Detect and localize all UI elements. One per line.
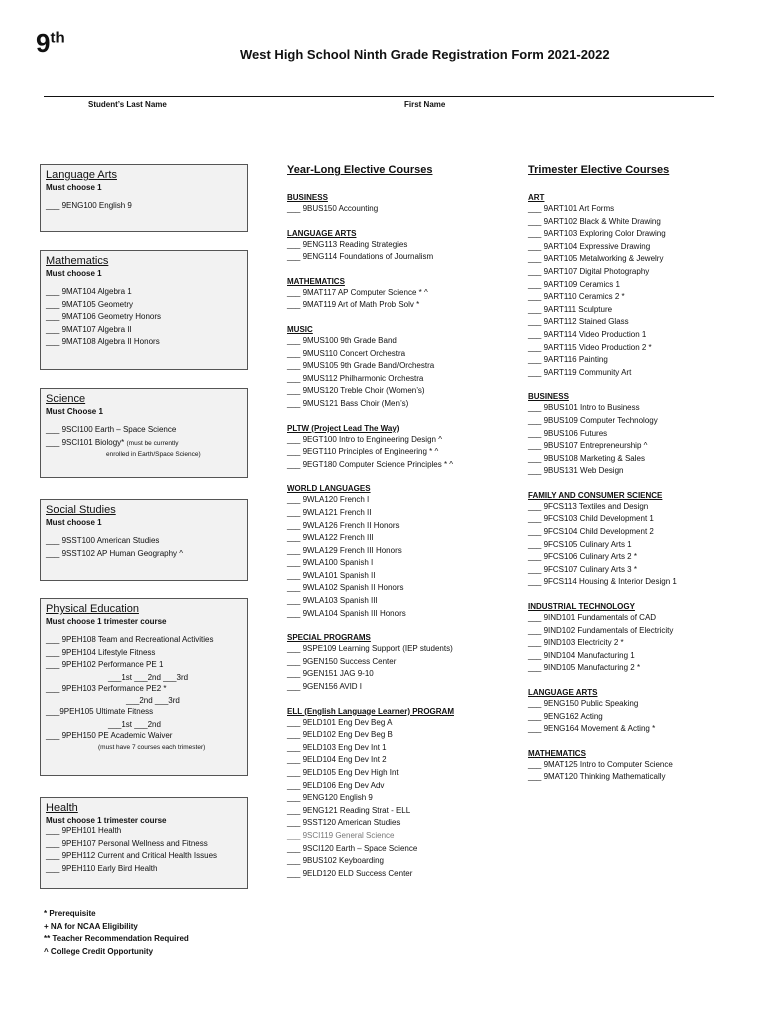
course-option[interactable]: ___ 9WLA101 Spanish II — [287, 570, 376, 580]
column-heading: Year-Long Elective Courses — [287, 164, 433, 176]
course-option[interactable]: ___ 9MUS120 Treble Choir (Women’s) — [287, 386, 425, 396]
course-note: (must have 7 courses each trimester) — [98, 743, 206, 751]
must-choose: Must choose 1 — [46, 518, 102, 527]
section-title: BUSINESS — [287, 193, 328, 202]
course-option[interactable]: ___ 9ART112 Stained Glass — [528, 317, 629, 327]
legend-item: * Prerequisite — [44, 909, 96, 918]
course-option[interactable]: ___ 9SCI100 Earth – Space Science — [46, 425, 177, 434]
must-choose: Must Choose 1 — [46, 407, 103, 416]
name-line[interactable] — [44, 96, 714, 97]
course-option[interactable]: ___ 9ART116 Painting — [528, 355, 608, 365]
course-option[interactable]: ___ 9WLA103 Spanish III — [287, 596, 378, 606]
mathematics-box — [40, 250, 248, 370]
health-box — [40, 797, 248, 889]
section-title: WORLD LANGUAGES — [287, 484, 371, 494]
course-option[interactable]: ___ 9PEH110 Early Bird Health — [46, 863, 158, 873]
course-option[interactable]: ___ 9MUS121 Bass Choir (Men’s) — [287, 398, 409, 408]
course-option[interactable]: ___ 9GEN156 AVID I — [287, 682, 363, 692]
course-option[interactable]: ___ 9ELD120 ELD Success Center — [287, 868, 413, 878]
course-option[interactable]: ___ 9SCI119 General Science — [287, 830, 395, 840]
section-title: MATHEMATICS — [287, 276, 345, 286]
trimester-choice[interactable]: ___1st ___2nd — [108, 719, 161, 729]
course-option[interactable]: ___ 9WLA122 French III — [287, 533, 374, 543]
section-title: ELL (English Language Learner) PROGRAM — [287, 706, 454, 716]
language-arts-box — [40, 164, 248, 232]
course-option[interactable]: ___ 9ENG121 Reading Strat - ELL — [287, 805, 411, 815]
course-option[interactable]: ___ 9IND103 Electricity 2 * — [528, 638, 624, 648]
course-option[interactable]: ___ 9ELD102 Eng Dev Beg B — [287, 730, 393, 740]
course-note: (must be currently — [126, 439, 179, 447]
course-option[interactable]: ___ 9SST102 AP Human Geography ^ — [46, 548, 184, 558]
course-option[interactable]: ___ 9FCS113 Textiles and Design — [528, 501, 649, 511]
course-option[interactable]: ___ 9FCS104 Child Development 2 — [528, 527, 654, 537]
course-option[interactable]: ___ 9WLA100 Spanish I — [287, 558, 374, 568]
course-option[interactable]: ___ 9EGT180 Computer Science Principles * ^ — [287, 459, 454, 469]
course-option[interactable]: ___ 9ENG120 English 9 — [287, 793, 373, 803]
course-option[interactable]: ___ 9BUS107 Entrepreneurship ^ — [528, 441, 648, 451]
course-option[interactable]: ___ 9ART104 Expressive Drawing — [528, 241, 651, 251]
trimester-choice[interactable]: ___2nd ___3rd — [126, 696, 180, 706]
physical-education-box — [40, 598, 248, 776]
section-title: ART — [528, 193, 545, 202]
course-option[interactable]: ___ 9PEH101 Health — [46, 826, 122, 835]
course-option[interactable]: ___9PEH105 Ultimate Fitness — [46, 707, 154, 717]
course-option[interactable]: ___ 9ELD103 Eng Dev Int 1 — [287, 742, 387, 752]
course-option[interactable]: ___ 9ENG100 English 9 — [46, 201, 132, 210]
course-option[interactable]: ___ 9SPE109 Learning Support (IEP students) — [287, 644, 453, 654]
course-option[interactable]: ___ 9BUS102 Keyboarding — [287, 856, 384, 866]
course-option[interactable]: ___ 9ART102 Black & White Drawing — [528, 216, 661, 226]
legend-item: ^ College Credit Opportunity — [44, 946, 154, 956]
section-title: PLTW (Project Lead The Way) — [287, 423, 400, 433]
course-option[interactable]: ___ 9BUS150 Accounting — [287, 204, 379, 213]
course-option[interactable]: ___ 9EGT100 Intro to Engineering Design ^ — [287, 434, 442, 444]
course-option[interactable]: ___ 9ENG150 Public Speaking — [528, 699, 639, 708]
course-option[interactable]: ___ 9BUS131 Web Design — [528, 466, 624, 476]
course-note: enrolled in Earth/Space Science) — [106, 451, 201, 459]
course-option[interactable]: ___ 9MUS105 9th Grade Band/Orchestra — [287, 361, 435, 371]
course-option[interactable]: ___ 9IND102 Fundamentals of Electricity — [528, 625, 674, 635]
course-option[interactable]: ___ 9FCS114 Housing & Interior Design 1 — [528, 577, 677, 587]
course-option[interactable]: ___ 9WLA126 French II Honors — [287, 520, 400, 530]
course-option[interactable]: ___ 9FCS107 Culinary Arts 3 * — [528, 564, 637, 574]
course-option[interactable]: ___ 9PEH108 Team and Recreational Activities — [46, 635, 214, 644]
course-option[interactable]: ___ 9ART119 Community Art — [528, 367, 632, 377]
course-option[interactable]: ___ 9BUS106 Futures — [528, 428, 608, 438]
section-title: SPECIAL PROGRAMS — [287, 633, 371, 643]
course-option[interactable]: ___ 9WLA102 Spanish II Honors — [287, 583, 404, 593]
course-option[interactable]: ___ 9ART115 Video Production 2 * — [528, 342, 652, 352]
course-option[interactable]: ___ 9MUS110 Concert Orchestra — [287, 348, 406, 358]
course-option[interactable]: ___ 9MAT108 Algebra II Honors — [46, 337, 160, 347]
section-title: BUSINESS — [528, 392, 569, 402]
course-option[interactable]: ___ 9GEN151 JAG 9-10 — [287, 669, 374, 679]
course-option[interactable]: ___ 9ELD105 Eng Dev High Int — [287, 768, 399, 777]
section-title: LANGUAGE ARTS — [287, 228, 357, 238]
course-option[interactable]: ___ 9ELD101 Eng Dev Beg A — [287, 717, 393, 727]
course-option[interactable]: ___ 9ART107 Digital Photography — [528, 266, 650, 276]
column-heading: Trimester Elective Courses — [528, 164, 670, 176]
course-option[interactable]: ___ 9MAT106 Geometry Honors — [46, 312, 162, 322]
course-option[interactable]: ___ 9MAT105 Geometry — [46, 299, 134, 309]
must-choose: Must choose 1 — [46, 269, 102, 278]
social-studies-box — [40, 499, 248, 581]
legend-item: ** Teacher Recommendation Required — [44, 934, 189, 943]
grade-label: 9th — [36, 28, 65, 58]
course-option[interactable]: ___ 9ENG113 Reading Strategies — [287, 239, 408, 249]
course-option[interactable]: ___ 9ELD104 Eng Dev Int 2 — [287, 755, 387, 765]
course-option[interactable]: ___ 9PEH103 Performance PE2 * — [46, 683, 167, 693]
course-option[interactable]: ___ 9ART101 Art Forms — [528, 204, 615, 213]
course-option[interactable]: ___ 9ELD106 Eng Dev Adv — [287, 780, 385, 790]
legend-item: + NA for NCAA Eligibility — [44, 921, 138, 931]
course-option[interactable]: ___ 9WLA104 Spanish III Honors — [287, 608, 406, 618]
course-option[interactable]: ___ 9MAT104 Algebra 1 — [46, 287, 132, 296]
course-option[interactable]: ___ 9PEH107 Personal Wellness and Fitness — [46, 838, 208, 848]
box-title: Health — [46, 802, 78, 814]
course-option[interactable]: ___ 9WLA121 French II — [287, 507, 372, 517]
science-box — [40, 388, 248, 478]
must-choose: Must choose 1 — [46, 183, 102, 192]
course-option[interactable]: ___ 9SST120 American Studies — [287, 818, 401, 828]
course-option[interactable]: ___ 9EGT110 Principles of Engineering * ^ — [287, 447, 439, 457]
course-option[interactable]: ___ 9IND104 Manufacturing 1 — [528, 650, 635, 660]
course-option[interactable]: ___ 9FCS106 Culinary Arts 2 * — [528, 552, 637, 562]
course-option[interactable]: ___ 9GEN150 Success Center — [287, 656, 397, 666]
section-title: MATHEMATICS — [528, 748, 586, 758]
course-option[interactable]: ___ 9BUS101 Intro to Business — [528, 403, 640, 413]
course-option[interactable]: ___ 9MAT119 Art of Math Prob Solv * — [287, 300, 420, 310]
section-title: LANGUAGE ARTS — [528, 688, 598, 697]
course-option[interactable]: ___ 9BUS109 Computer Technology — [528, 415, 658, 425]
course-option[interactable]: ___ 9SCI120 Earth – Space Science — [287, 843, 418, 853]
section-title: FAMILY AND CONSUMER SCIENCE — [528, 490, 663, 500]
course-option[interactable]: ___ 9ART114 Video Production 1 — [528, 329, 647, 339]
course-option[interactable]: ___ 9PEH102 Performance PE 1 — [46, 660, 164, 670]
course-option[interactable]: ___ 9IND105 Manufacturing 2 * — [528, 663, 641, 673]
section-title: MUSIC — [287, 324, 313, 334]
course-option[interactable]: ___ 9FCS103 Child Development 1 — [528, 514, 654, 524]
box-title: Science — [46, 393, 86, 405]
box-title: Physical Education — [46, 603, 139, 615]
course-option[interactable]: ___ 9ENG164 Movement & Acting * — [528, 724, 656, 734]
course-option[interactable]: ___ 9ART111 Sculpture — [528, 304, 613, 314]
course-option[interactable]: ___ 9PEH104 Lifestyle Fitness — [46, 647, 156, 657]
course-option[interactable]: ___ 9PEH150 PE Academic Waiver — [46, 730, 173, 740]
form-title: West High School Ninth Grade Registration Form 2021-2022 — [240, 47, 610, 62]
first-name-label: First Name — [404, 100, 446, 109]
box-title: Mathematics — [46, 255, 109, 267]
must-choose: Must choose 1 trimester course — [46, 617, 167, 626]
course-option[interactable]: ___ 9BUS108 Marketing & Sales — [528, 453, 645, 463]
last-name-label: Student’s Last Name — [88, 100, 167, 109]
course-option[interactable]: ___ 9MAT120 Thinking Mathematically — [528, 772, 666, 782]
course-option[interactable]: ___ 9ART105 Metalworking & Jewelry — [528, 254, 664, 264]
course-option[interactable]: ___ 9MUS112 Philharmonic Orchestra — [287, 373, 424, 383]
course-option[interactable]: ___ 9MUS100 9th Grade Band — [287, 335, 397, 345]
box-title: Language Arts — [46, 169, 117, 181]
course-option[interactable]: ___ 9ENG162 Acting — [528, 711, 603, 721]
must-choose: Must choose 1 trimester course — [46, 816, 167, 825]
course-option[interactable]: ___ 9IND101 Fundamentals of CAD — [528, 613, 657, 623]
course-option[interactable]: ___ 9PEH112 Current and Critical Health Issues — [46, 851, 218, 861]
legend — [44, 908, 189, 958]
course-option[interactable]: ___ 9ART103 Exploring Color Drawing — [528, 229, 666, 239]
course-option[interactable]: ___ 9WLA129 French III Honors — [287, 545, 402, 555]
course-option[interactable]: ___ 9WLA120 French I — [287, 495, 370, 505]
course-option[interactable]: ___ 9SST100 American Studies — [46, 536, 160, 545]
course-option[interactable]: ___ 9MAT107 Algebra II — [46, 324, 132, 334]
course-option[interactable]: ___ 9SCI101 Biology* (must be currently — [46, 437, 179, 447]
box-title: Social Studies — [46, 504, 116, 516]
trimester-electives — [528, 164, 758, 784]
section-title: INDUSTRIAL TECHNOLOGY — [528, 602, 635, 612]
course-option[interactable]: ___ 9MAT117 AP Computer Science * ^ — [287, 287, 428, 297]
course-option[interactable]: ___ 9ART109 Ceramics 1 — [528, 279, 620, 289]
course-option[interactable]: ___ 9ART110 Ceramics 2 * — [528, 292, 625, 302]
course-option[interactable]: ___ 9MAT125 Intro to Computer Science — [528, 759, 673, 769]
course-option[interactable]: ___ 9FCS105 Culinary Arts 1 — [528, 539, 632, 549]
course-option[interactable]: ___ 9ENG114 Foundations of Journalism — [287, 252, 434, 262]
year-long-electives — [287, 164, 512, 880]
trimester-choice[interactable]: ___1st ___2nd ___3rd — [108, 672, 189, 682]
